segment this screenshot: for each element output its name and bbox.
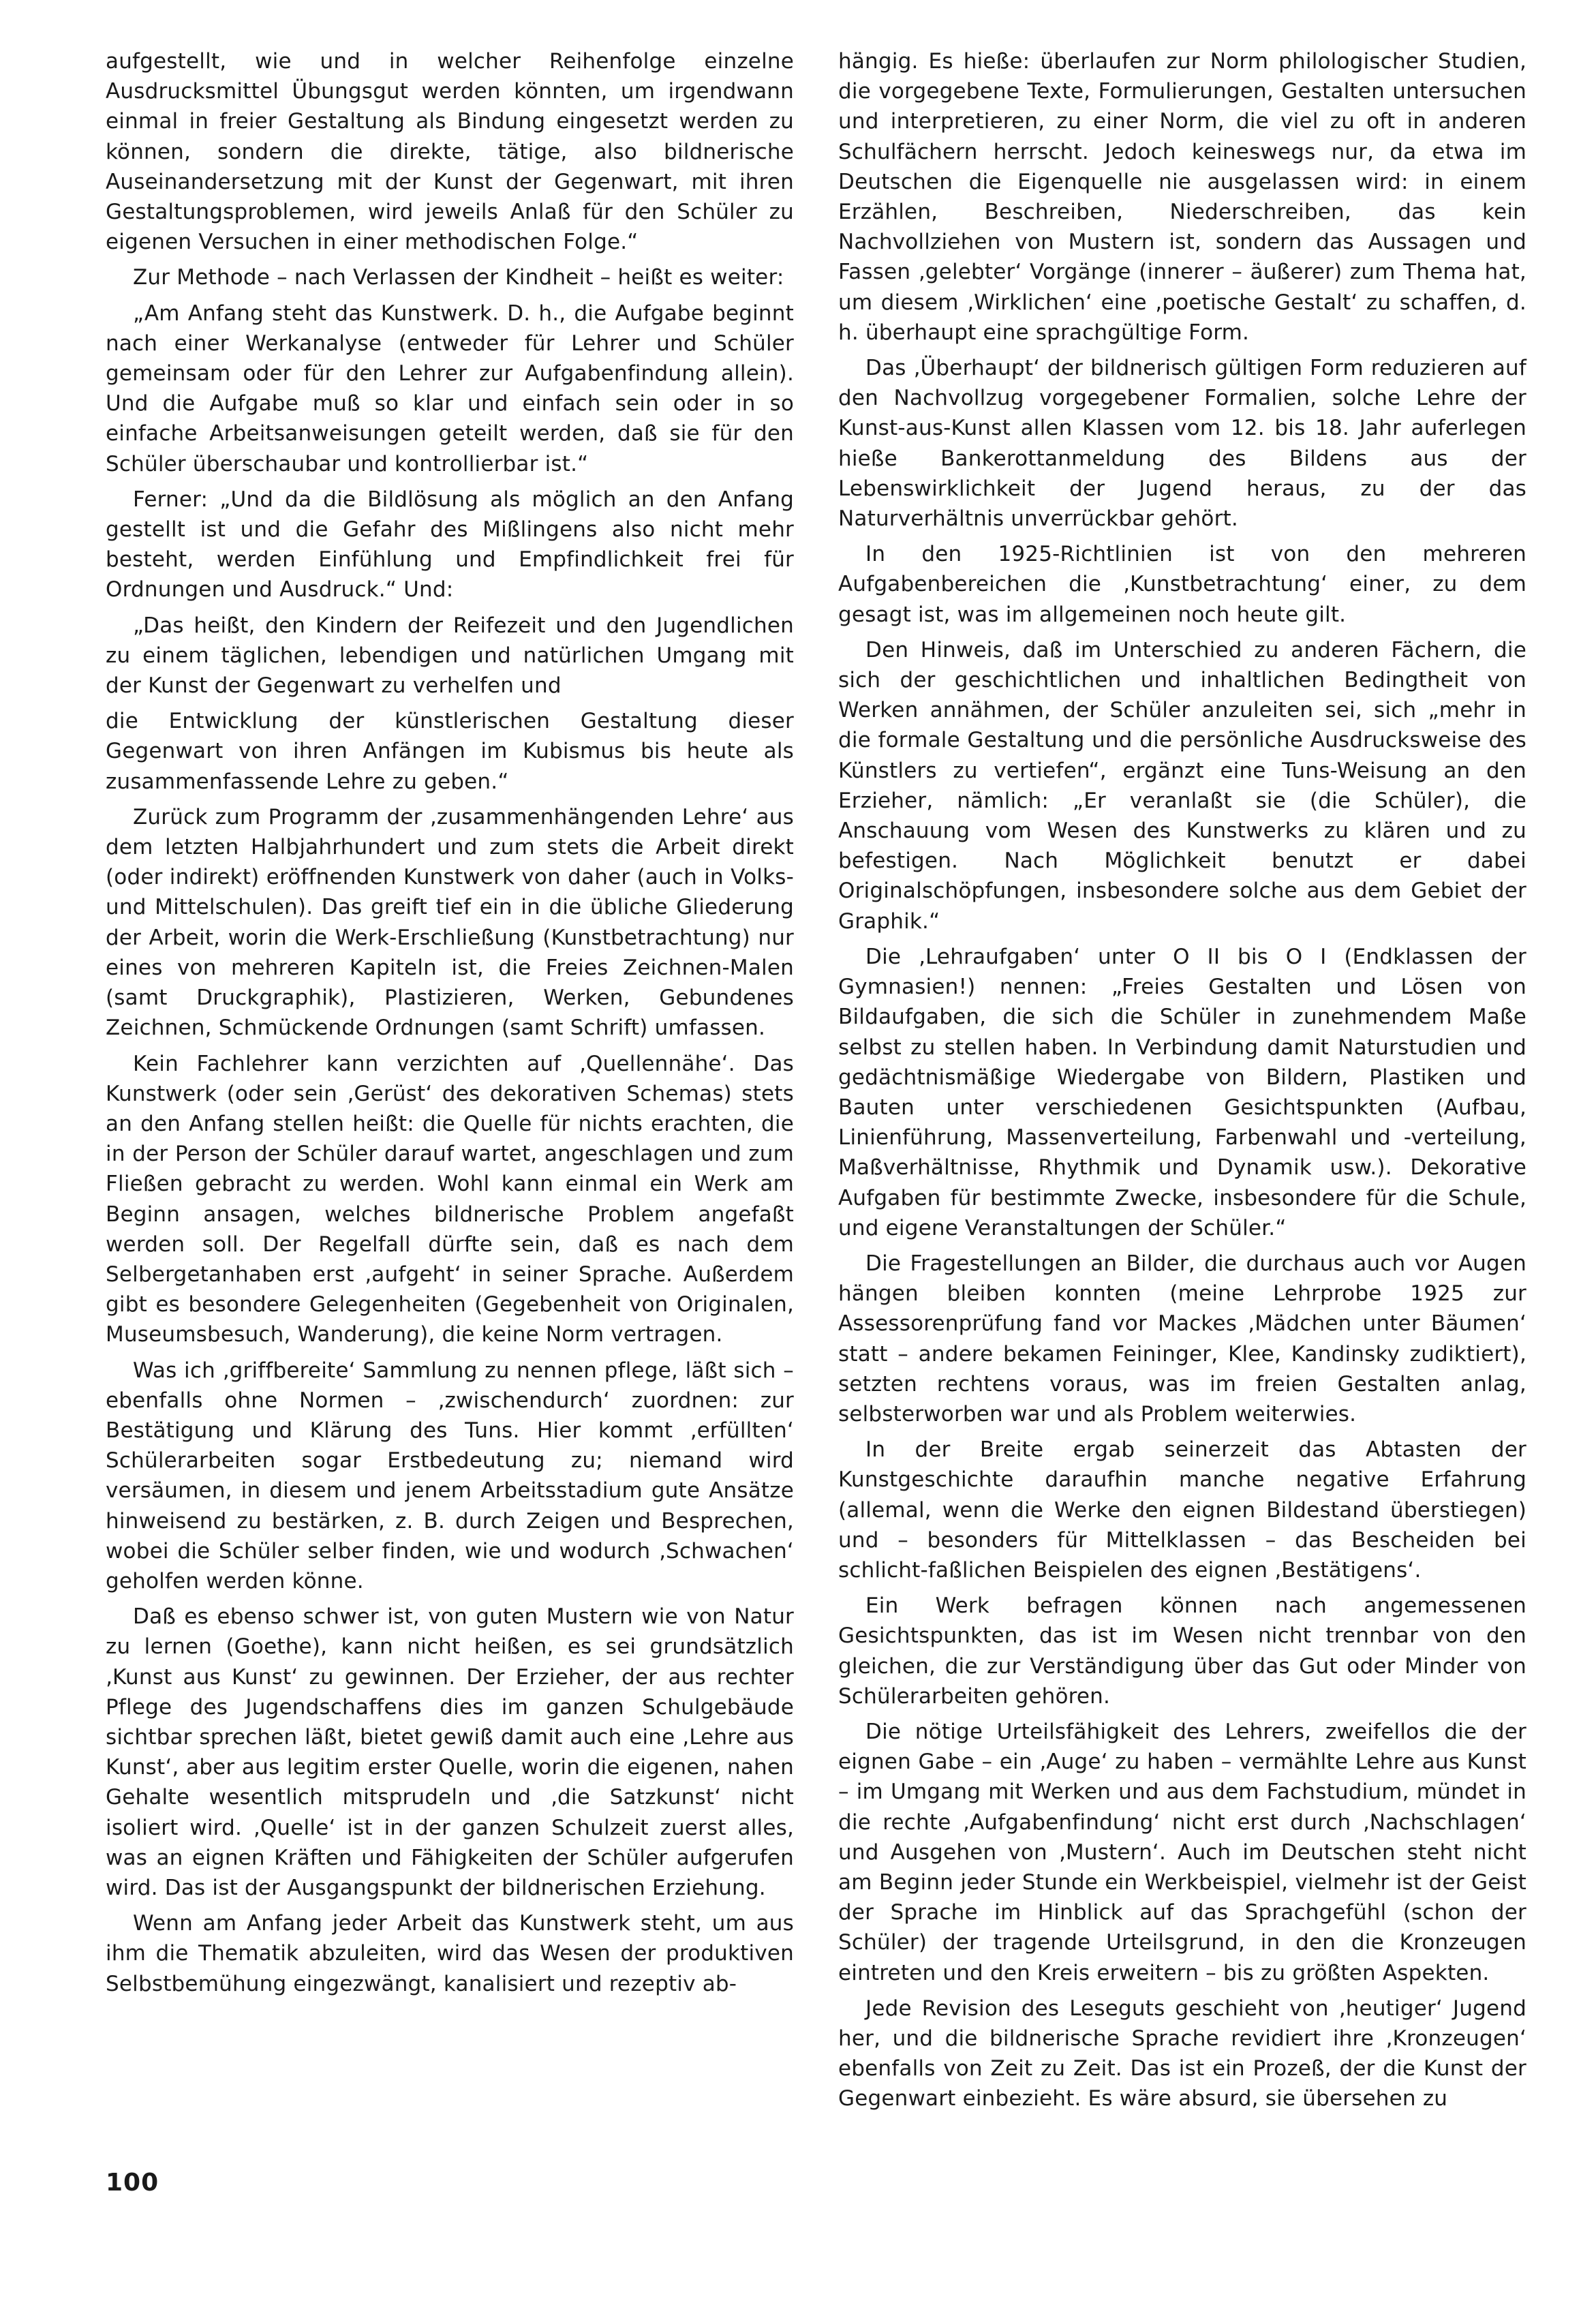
page-number: 100: [106, 2169, 159, 2197]
paragraph: Was ich ‚griffbereite‘ Sammlung zu nennen pflege, läßt sich – ebenfalls ohne Normen – ‚zwischendurch‘ zuordnen: zur Bestätigung und Klärung des Tuns. Hier kommt ‚erfüllten‘ Schülerarbeiten sogar Erstbedeutung zu; niemand wird versäumen, in diesem und jenem Arbeitsstadium gute Ansätze hinweisend zu bestärken, z. B. durch Zeigen und Besprechen, wobei die Schüler selber finden, wie und wodurch ‚Schwachen‘ geholfen werden könne.: [106, 1358, 794, 1593]
paragraph: Die ‚Lehraufgaben‘ unter O II bis O I (Endklassen der Gymnasien!) nennen: „Freies Gestalten und Lösen von Bildaufgaben, die sich die Schüler in zunehmendem Maße selbst zu stellen haben. In Verbindung damit Naturstudien und gedächtnismäßige Wiedergabe von Bildern, Plastiken und Bauten unter verschiedenen Gesichtspunkten (Aufbau, Linienführung, Massenverteilung, Farbenwahl und -verteilung, Maßverhältnisse, Rhythmik und Dynamik usw.). Dekorative Aufgaben für bestimmte Zwecke, insbesondere für die Schule, und eigene Veranstaltungen der Schüler.“: [838, 944, 1526, 1240]
paragraph: Die Fragestellungen an Bilder, die durchaus auch vor Augen hängen bleiben konnten (meine Lehrprobe 1925 zur Assessorenprüfung fand vor Mackes ‚Mädchen unter Bäumen‘ statt – andere bekamen Feininger, Klee, Kandinsky zudiktiert), setzten rechtens voraus, was im freien Gestalten anlag, selbsterworben war und als Problem weiterwies.: [838, 1251, 1526, 1426]
paragraph: Die nötige Urteilsfähigkeit des Lehrers, zweifellos die der eignen Gabe – ein ‚Auge‘ zu haben – vermählte Lehre aus Kunst – im Umgang mit Werken und aus dem Fachstudium, mündet in die rechte ‚Aufgabenfindung‘ nicht erst durch ‚Nachschlagen‘ und Ausgehen von ‚Mustern‘. Auch im Deutschen steht nicht am Beginn jeder Stunde ein Werkbeispiel, vielmehr ist der Geist der Sprache im Hinblick auf das Sprachgefühl (schon der Schüler) der tragende Urteilsgrund, in den die Kronzeugen eintreten und den Kreis erweitern – bis zu größten Aspekten.: [838, 1719, 1526, 1985]
paragraph: Den Hinweis, daß im Unterschied zu anderen Fächern, die sich der geschichtlichen und inhaltlichen Bedingtheit von Werken annähmen, der Schüler anzuleiten sei, sich „mehr in die formale Gestaltung und die persönliche Ausdrucksweise des Künstlers zu vertiefen“, ergänzt eine Tuns-Weisung an den Erzieher, nämlich: „Er veranlaßt sie (die Schüler), die Anschauung vom Wesen des Kunstwerks zu klären und zu befestigen. Nach Möglichkeit benutzt er dabei Originalschöpfungen, insbesondere solche aus dem Gebiet der Graphik.“: [838, 637, 1526, 934]
paragraph: Wenn am Anfang jeder Arbeit das Kunstwerk steht, um aus ihm die Thematik abzuleiten, wird das Wesen der produktiven Selbstbemühung eingezwängt, kanalisiert und rezeptiv ab-: [106, 1911, 794, 1996]
paragraph: „Am Anfang steht das Kunstwerk. D. h., die Aufgabe beginnt nach einer Werkanalyse (entweder für Lehrer und Schüler gemeinsam oder für den Lehrer zur Aufgabenfindung allein). Und die Aufgabe muß so klar und einfach sein oder in so einfache Arbeitsanweisungen geteilt werden, daß sie für den Schüler überschaubar und kontrollierbar ist.“: [106, 301, 794, 476]
paragraph: Jede Revision des Leseguts geschieht von ‚heutiger‘ Jugend her, und die bildnerische Sprache revidiert ihre ‚Kronzeugen‘ ebenfalls von Zeit zu Zeit. Das ist ein Prozeß, der die Kunst der Gegenwart einbezieht. Es wäre absurd, sie übersehen zu: [838, 1996, 1526, 2111]
paragraph: Ein Werk befragen können nach angemessenen Gesichtspunkten, das ist im Wesen nicht trennbar von den gleichen, die zur Verständigung über das Gut oder Minder von Schülerarbeiten gehören.: [838, 1593, 1526, 1709]
paragraph: Das ‚Überhaupt‘ der bildnerisch gültigen Form reduzieren auf den Nachvollzug vorgegebener Formalien, solche Lehre der Kunst-aus-Kunst allen Klassen vom 12. bis 18. Jahr auferlegen hieße Bankerottanmeldung des Bildens aus der Lebenswirklichkeit der Jugend heraus, zu der das Naturverhältnis unverrückbar gehört.: [838, 356, 1526, 532]
paragraph: hängig. Es hieße: überlaufen zur Norm philologischer Studien, die vorgegebene Texte, Formulierungen, Gestalten untersuchen und interpretieren, zu einer Norm, die viel zu oft in anderen Schulfächern herrscht. Jedoch keineswegs nur, da etwa im Deutschen die Eigenquelle nie ausgelassen wird: in einem Erzählen, Beschreiben, Niederschreiben, das kein Nachvollziehen von Mustern ist, sondern das Aussagen und Fassen ‚gelebter‘ Vorgänge (innerer – äußerer) zum Thema hat, um diesem ‚Wirklichen‘ eine ‚poetische Gestalt‘ zu schaffen, d. h. überhaupt eine sprachgültige Form.: [838, 49, 1526, 345]
left-column: [106, 46, 794, 2004]
paragraph: Zurück zum Programm der ‚zusammenhängenden Lehre‘ aus dem letzten Halbjahrhundert und zum stets die Arbeit direkt (oder indirekt) eröffnenden Kunstwerk von daher (auch in Volks- und Mittelschulen). Das greift tief ein in die übliche Gliederung der Arbeit, worin die Werk-Erschließung (Kunstbetrachtung) nur eines von mehreren Kapiteln ist, die Freies Zeichnen-Malen (samt Druckgraphik), Plastizieren, Werken, Gebundenes Zeichnen, Schmückende Ordnungen (samt Schrift) umfassen.: [106, 804, 794, 1041]
paragraph: Kein Fachlehrer kann verzichten auf ‚Quellennähe‘. Das Kunstwerk (oder sein ‚Gerüst‘ des dekorativen Schemas) stets an den Anfang stellen heißt: die Quelle für nichts erachten, die in der Person der Schüler darauf wartet, angeschlagen und zum Fließen gebracht zu werden. Wohl kann einmal ein Werk am Beginn ansagen, welches bildnerische Problem angefaßt werden soll. Der Regelfall dürfte sein, daß es nach dem Selbergetanhaben erst ‚aufgeht‘ in seiner Sprache. Außerdem gibt es besondere Gelegenheiten (Gegebenheit von Originalen, Museumsbesuch, Wanderung), die keine Norm vertragen.: [106, 1051, 794, 1347]
paragraph: In der Breite ergab seinerzeit das Abtasten der Kunstgeschichte daraufhin manche negative Erfahrung (allemal, wenn die Werke den eignen Bildestand überstiegen) und – besonders für Mittelklassen – das Bescheiden bei schlicht-faßlichen Beispielen des eignen ‚Bestätigens‘.: [838, 1437, 1526, 1583]
paragraph: In den 1925-Richtlinien ist von den mehreren Aufgabenbereichen die ‚Kunstbetrachtung‘ einer, zu dem gesagt ist, was im allgemeinen noch heute gilt.: [838, 542, 1526, 627]
paragraph: die Entwicklung der künstlerischen Gestaltung dieser Gegenwart von ihren Anfängen im Kubismus bis heute als zusammenfassende Lehre zu geben.“: [106, 709, 794, 794]
paragraph: Zur Methode – nach Verlassen der Kindheit – heißt es weiter:: [133, 265, 784, 290]
paragraph: Ferner: „Und da die Bildlösung als möglich an den Anfang gestellt ist und die Gefahr des Mißlingens also nicht mehr besteht, werden Einfühlung und Empfindlichkeit frei für Ordnungen und Ausdruck.“ Und:: [106, 487, 794, 602]
paragraph: aufgestellt, wie und in welcher Reihenfolge einzelne Ausdrucksmittel Übungsgut werden könnten, um irgendwann einmal in freier Gestaltung als Bindung eingesetzt werden zu können, sondern die direkte, tätige, also bildnerische Auseinandersetzung mit der Kunst der Gegenwart, mit ihren Gestaltungsproblemen, wird jeweils Anlaß für den Schüler zu eigenen Versuchen in einer methodischen Folge.“: [106, 49, 794, 255]
right-column: [838, 46, 1526, 2120]
paragraph: Daß es ebenso schwer ist, von guten Mustern wie von Natur zu lernen (Goethe), kann nicht heißen, es sei grundsätzlich ‚Kunst aus Kunst‘ zu gewinnen. Der Erzieher, der aus rechter Pflege des Jugendschaffens dies im ganzen Schulgebäude sichtbar sprechen läßt, bietet gewiß damit auch eine ‚Lehre aus Kunst‘, aber aus legitim erster Quelle, worin die eigenen, nahen Gehalte wesentlich mitsprudeln und ‚die Satzkunst‘ nicht isoliert wird. ‚Quelle‘ ist in der ganzen Schulzeit zuerst alles, was an eignen Kräften und Fähigkeiten der Schüler aufgerufen wird. Das ist der Ausgangspunkt der bildnerischen Erziehung.: [106, 1604, 794, 1900]
paragraph: „Das heißt, den Kindern der Reifezeit und den Jugendlichen zu einem täglichen, lebendigen und natürlichen Umgang mit der Kunst der Gegenwart zu verhelfen und: [106, 613, 794, 699]
